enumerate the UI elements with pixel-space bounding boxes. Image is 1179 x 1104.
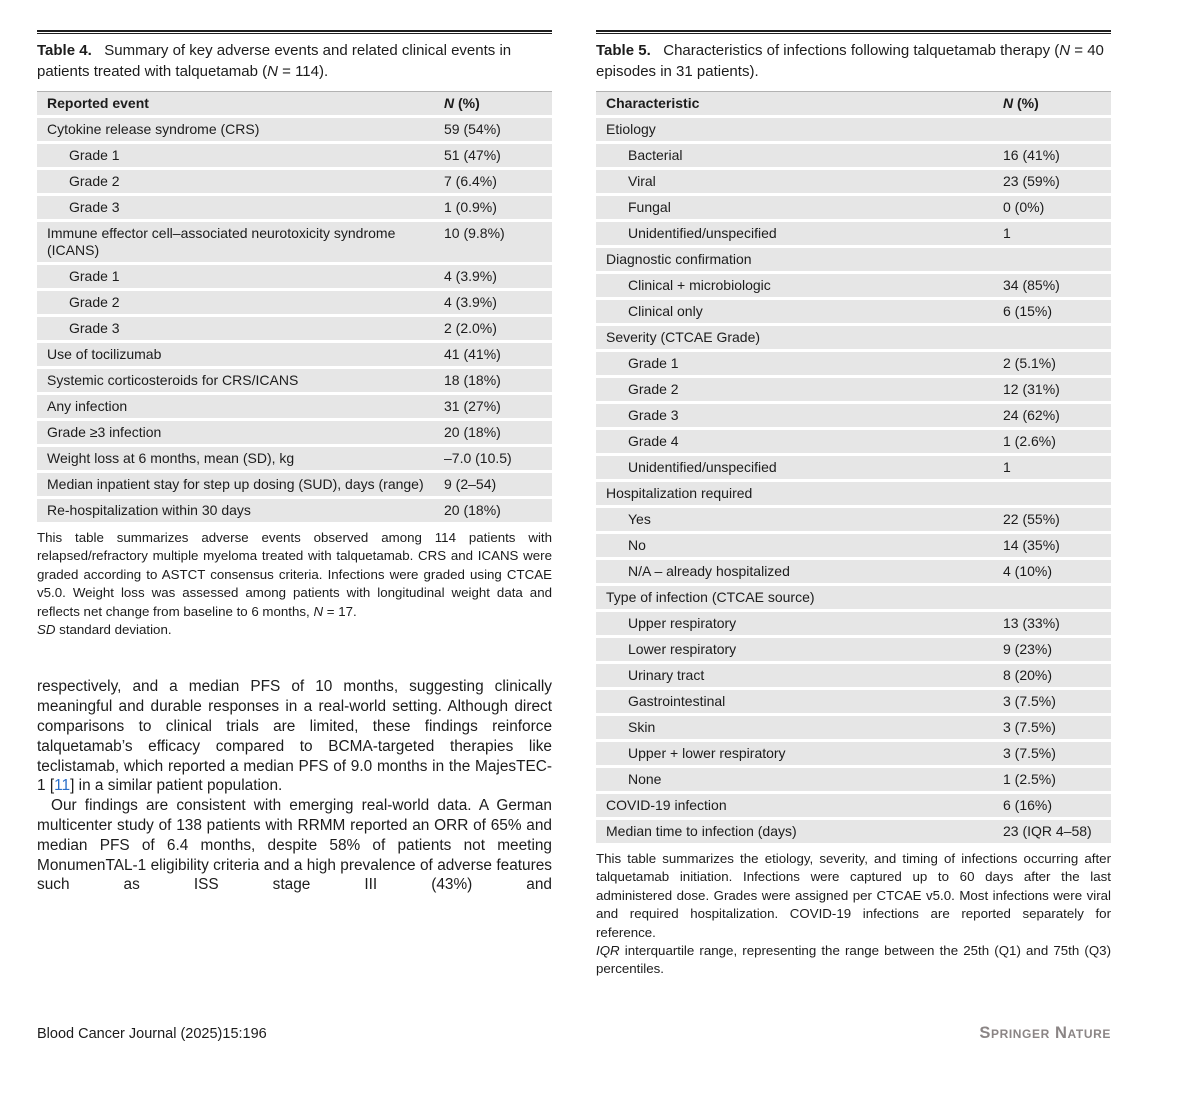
row-label: Grade 2 bbox=[628, 381, 679, 397]
table5-top-rule bbox=[596, 30, 1111, 34]
text-segment: = 40 episodes in 31 patients). bbox=[596, 42, 1104, 80]
table5-row bbox=[596, 326, 1111, 349]
table4-footnote bbox=[37, 529, 552, 639]
row-value: 1 (2.6%) bbox=[1003, 433, 1056, 449]
table5-row bbox=[596, 170, 1111, 193]
table5-row bbox=[596, 404, 1111, 427]
text-segment: Table 4. bbox=[37, 42, 92, 59]
row-label: Grade 1 bbox=[628, 355, 679, 371]
row-value: 18 (18%) bbox=[444, 372, 501, 388]
body-paragraph bbox=[37, 796, 552, 895]
row-label: Grade 3 bbox=[628, 407, 679, 423]
table4-row bbox=[37, 118, 552, 141]
row-value: 9 (23%) bbox=[1003, 641, 1053, 657]
left-column bbox=[37, 30, 552, 979]
row-value: 22 (55%) bbox=[1003, 511, 1060, 527]
row-value: 10 (9.8%) bbox=[444, 225, 505, 241]
table5-row bbox=[596, 508, 1111, 531]
row-label: Grade 1 bbox=[69, 268, 120, 284]
row-label: N/A – already hospitalized bbox=[628, 563, 790, 579]
table4-row bbox=[37, 291, 552, 314]
table5-row bbox=[596, 248, 1111, 271]
row-label: Median inpatient stay for step up dosing (SUD), days (range) bbox=[47, 476, 424, 492]
row-label: Grade 2 bbox=[69, 173, 120, 189]
text-segment: IQR bbox=[596, 943, 620, 959]
row-label: Median time to infection (days) bbox=[606, 823, 797, 839]
row-label: Bacterial bbox=[628, 147, 683, 163]
row-value: 13 (33%) bbox=[1003, 615, 1060, 631]
text-segment: = 17. bbox=[323, 603, 357, 619]
table5-row bbox=[596, 300, 1111, 323]
text-segment: (%) bbox=[1013, 95, 1039, 111]
row-value: 4 (10%) bbox=[1003, 563, 1053, 579]
row-value: 2 (2.0%) bbox=[444, 320, 497, 336]
text-segment: Summary of key adverse events and related clinical events in patients treated with talquetamab ( bbox=[37, 42, 512, 80]
row-value: 6 (15%) bbox=[1003, 303, 1053, 319]
text-segment: respectively, and a median PFS of 10 months, suggesting clinically meaningful and durable responses in a real-world setting. Although direct comparisons to clinical trials are limited, these findings reinforce talquetamab’s efficacy compared to BCMA-targeted therapies like teclistamab, which reported a median PFS of 9.0 months in the MajesTEC-1 [ bbox=[37, 678, 552, 795]
table5-title bbox=[596, 40, 1111, 82]
table4-row bbox=[37, 144, 552, 167]
row-label: Upper + lower respiratory bbox=[628, 745, 786, 761]
row-value: 8 (20%) bbox=[1003, 667, 1053, 683]
table5-row bbox=[596, 352, 1111, 375]
table4-row bbox=[37, 473, 552, 496]
table4-row bbox=[37, 265, 552, 288]
text-segment: N bbox=[1059, 42, 1071, 59]
table5-body bbox=[596, 118, 1111, 843]
row-label: Unidentified/unspecified bbox=[628, 225, 777, 241]
table4 bbox=[37, 91, 552, 522]
row-label: Urinary tract bbox=[628, 667, 705, 683]
row-label: Grade 3 bbox=[69, 320, 120, 336]
table4-row bbox=[37, 317, 552, 340]
table5-row bbox=[596, 794, 1111, 817]
row-value: 20 (18%) bbox=[444, 424, 501, 440]
table5-row bbox=[596, 768, 1111, 791]
body-text bbox=[37, 677, 552, 895]
table5-footnote-abbreviation bbox=[596, 942, 1111, 979]
table5-row bbox=[596, 196, 1111, 219]
row-label: Immune effector cell–associated neurotoxicity syndrome (ICANS) bbox=[47, 225, 396, 258]
table5-column-header-characteristic: Characteristic bbox=[606, 95, 700, 111]
table4-row bbox=[37, 369, 552, 392]
text-segment: standard deviation. bbox=[55, 622, 172, 638]
text-segment: N bbox=[313, 603, 324, 619]
table5-row bbox=[596, 456, 1111, 479]
row-label: Use of tocilizumab bbox=[47, 346, 162, 362]
row-label: Hospitalization required bbox=[606, 485, 753, 501]
table4-footnote-abbreviation bbox=[37, 621, 552, 639]
table5-row bbox=[596, 820, 1111, 843]
row-value: 31 (27%) bbox=[444, 398, 501, 414]
text-segment: Characteristics of infections following talquetamab therapy ( bbox=[650, 42, 1060, 59]
table4-title bbox=[37, 40, 552, 82]
row-label: Upper respiratory bbox=[628, 615, 737, 631]
table5-row bbox=[596, 742, 1111, 765]
row-value: 41 (41%) bbox=[444, 346, 501, 362]
row-label: Weight loss at 6 months, mean (SD), kg bbox=[47, 450, 295, 466]
text-segment: Our findings are consistent with emerging real-world data. A German multicenter study of 138 patients with RRMM reported an ORR of 65% and median PFS of 6.4 months, despite 58% of patients not meeting MonumenTAL-1 eligibility criteria and a high prevalence of adverse features such as ISS stage III (43%) and bbox=[37, 797, 552, 894]
row-value: 16 (41%) bbox=[1003, 147, 1060, 163]
journal-citation: Blood Cancer Journal (2025)15:196 bbox=[37, 1025, 267, 1042]
row-label: Systemic corticosteroids for CRS/ICANS bbox=[47, 372, 299, 388]
row-label: Type of infection (CTCAE source) bbox=[606, 589, 815, 605]
text-segment: N bbox=[267, 63, 278, 80]
table5-row bbox=[596, 144, 1111, 167]
table4-row bbox=[37, 196, 552, 219]
table4-header-row bbox=[37, 91, 552, 115]
row-label: Lower respiratory bbox=[628, 641, 737, 657]
table5-column-header-n-pct bbox=[1003, 95, 1103, 112]
row-label: Grade 4 bbox=[628, 433, 679, 449]
table4-row bbox=[37, 395, 552, 418]
row-value: 3 (7.5%) bbox=[1003, 719, 1056, 735]
row-value: 51 (47%) bbox=[444, 147, 501, 163]
row-label: Skin bbox=[628, 719, 656, 735]
text-segment: SD bbox=[37, 622, 56, 638]
row-label: Grade 1 bbox=[69, 147, 120, 163]
row-value: 59 (54%) bbox=[444, 121, 501, 137]
row-value: 23 (59%) bbox=[1003, 173, 1060, 189]
text-segment: = 114). bbox=[277, 63, 329, 80]
row-label: Clinical only bbox=[628, 303, 703, 319]
text-segment: N bbox=[1003, 95, 1014, 111]
row-value: 9 (2–54) bbox=[444, 476, 497, 492]
row-label: Fungal bbox=[628, 199, 671, 215]
table5-row bbox=[596, 664, 1111, 687]
text-segment: This table summarizes adverse events observed among 114 patients with relapsed/refractory multiple myeloma treated with talquetamab. CRS and ICANS were graded according to ASTCT consensus criteria. Infections were graded using CTCAE v5.0. Weight loss was assessed among patients with longitudinal weight data and reflects net change from baseline to 6 months, bbox=[37, 530, 552, 619]
table5-row bbox=[596, 430, 1111, 453]
table5-row bbox=[596, 482, 1111, 505]
row-value: 6 (16%) bbox=[1003, 797, 1053, 813]
publisher-logo: Springer Nature bbox=[979, 1024, 1111, 1042]
row-label: Gastrointestinal bbox=[628, 693, 726, 709]
row-value: 1 (2.5%) bbox=[1003, 771, 1056, 787]
table5-header-row bbox=[596, 91, 1111, 115]
row-label: Yes bbox=[628, 511, 651, 527]
table5-row bbox=[596, 534, 1111, 557]
table4-body bbox=[37, 118, 552, 522]
row-label: Grade 3 bbox=[69, 199, 120, 215]
row-value: 7 (6.4%) bbox=[444, 173, 497, 189]
right-column bbox=[596, 30, 1111, 979]
row-value: 3 (7.5%) bbox=[1003, 693, 1056, 709]
row-label: Clinical + microbiologic bbox=[628, 277, 771, 293]
table4-top-rule bbox=[37, 30, 552, 34]
table4-column-header-reported-event: Reported event bbox=[47, 95, 149, 111]
row-value: 4 (3.9%) bbox=[444, 268, 497, 284]
row-value: 24 (62%) bbox=[1003, 407, 1060, 423]
table4-footnote-text bbox=[37, 529, 552, 621]
table5-row bbox=[596, 638, 1111, 661]
text-segment: This table summarizes the etiology, severity, and timing of infections occurring after talquetamab initiation. Infections were captured up to 60 days after the last administered dose. Grades were assigned per CTCAE v5.0. Most infections were viral and required hospitalization. COVID-19 infections are reported separately for reference. bbox=[596, 851, 1111, 940]
row-value: 1 bbox=[1003, 225, 1011, 241]
table5-row bbox=[596, 118, 1111, 141]
row-value: 20 (18%) bbox=[444, 502, 501, 518]
text-segment: N bbox=[444, 95, 455, 111]
table4-row bbox=[37, 421, 552, 444]
table4-row bbox=[37, 447, 552, 470]
row-value: 23 (IQR 4–58) bbox=[1003, 823, 1092, 839]
row-value: 1 bbox=[1003, 459, 1011, 475]
row-label: COVID-19 infection bbox=[606, 797, 727, 813]
row-value: 34 (85%) bbox=[1003, 277, 1060, 293]
table4-row bbox=[37, 170, 552, 193]
body-paragraph bbox=[37, 677, 552, 796]
table5-row bbox=[596, 378, 1111, 401]
row-label: Grade 2 bbox=[69, 294, 120, 310]
table5-row bbox=[596, 716, 1111, 739]
row-value: 4 (3.9%) bbox=[444, 294, 497, 310]
row-label: Unidentified/unspecified bbox=[628, 459, 777, 475]
citation-link[interactable]: 11 bbox=[54, 777, 71, 795]
table4-row bbox=[37, 499, 552, 522]
table5-row bbox=[596, 586, 1111, 609]
row-value: 0 (0%) bbox=[1003, 199, 1045, 215]
table5-row bbox=[596, 222, 1111, 245]
row-value: 3 (7.5%) bbox=[1003, 745, 1056, 761]
table5 bbox=[596, 91, 1111, 843]
table4-column-header-n-pct bbox=[444, 95, 544, 112]
text-segment: ] in a similar patient population. bbox=[70, 777, 283, 795]
row-label: Grade ≥3 infection bbox=[47, 424, 162, 440]
table5-row bbox=[596, 274, 1111, 297]
row-value: 1 (0.9%) bbox=[444, 199, 497, 215]
text-segment: (%) bbox=[454, 95, 480, 111]
row-label: Re-hospitalization within 30 days bbox=[47, 502, 251, 518]
table5-footnote bbox=[596, 850, 1111, 979]
row-label: Cytokine release syndrome (CRS) bbox=[47, 121, 260, 137]
table5-row bbox=[596, 560, 1111, 583]
table5-row bbox=[596, 690, 1111, 713]
row-label: No bbox=[628, 537, 646, 553]
row-value: 12 (31%) bbox=[1003, 381, 1060, 397]
table4-row bbox=[37, 222, 552, 262]
page-footer bbox=[37, 1024, 1111, 1043]
table4-row bbox=[37, 343, 552, 366]
text-segment: interquartile range, representing the range between the 25th (Q1) and 75th (Q3) percentiles. bbox=[596, 943, 1111, 977]
row-label: Severity (CTCAE Grade) bbox=[606, 329, 761, 345]
table5-footnote-text bbox=[596, 850, 1111, 942]
row-label: Any infection bbox=[47, 398, 128, 414]
row-label: Diagnostic confirmation bbox=[606, 251, 752, 267]
row-value: –7.0 (10.5) bbox=[444, 450, 512, 466]
row-value: 14 (35%) bbox=[1003, 537, 1060, 553]
row-label: Etiology bbox=[606, 121, 656, 137]
row-value: 2 (5.1%) bbox=[1003, 355, 1056, 371]
row-label: None bbox=[628, 771, 662, 787]
table5-row bbox=[596, 612, 1111, 635]
row-label: Viral bbox=[628, 173, 656, 189]
text-segment: Table 5. bbox=[596, 42, 651, 59]
